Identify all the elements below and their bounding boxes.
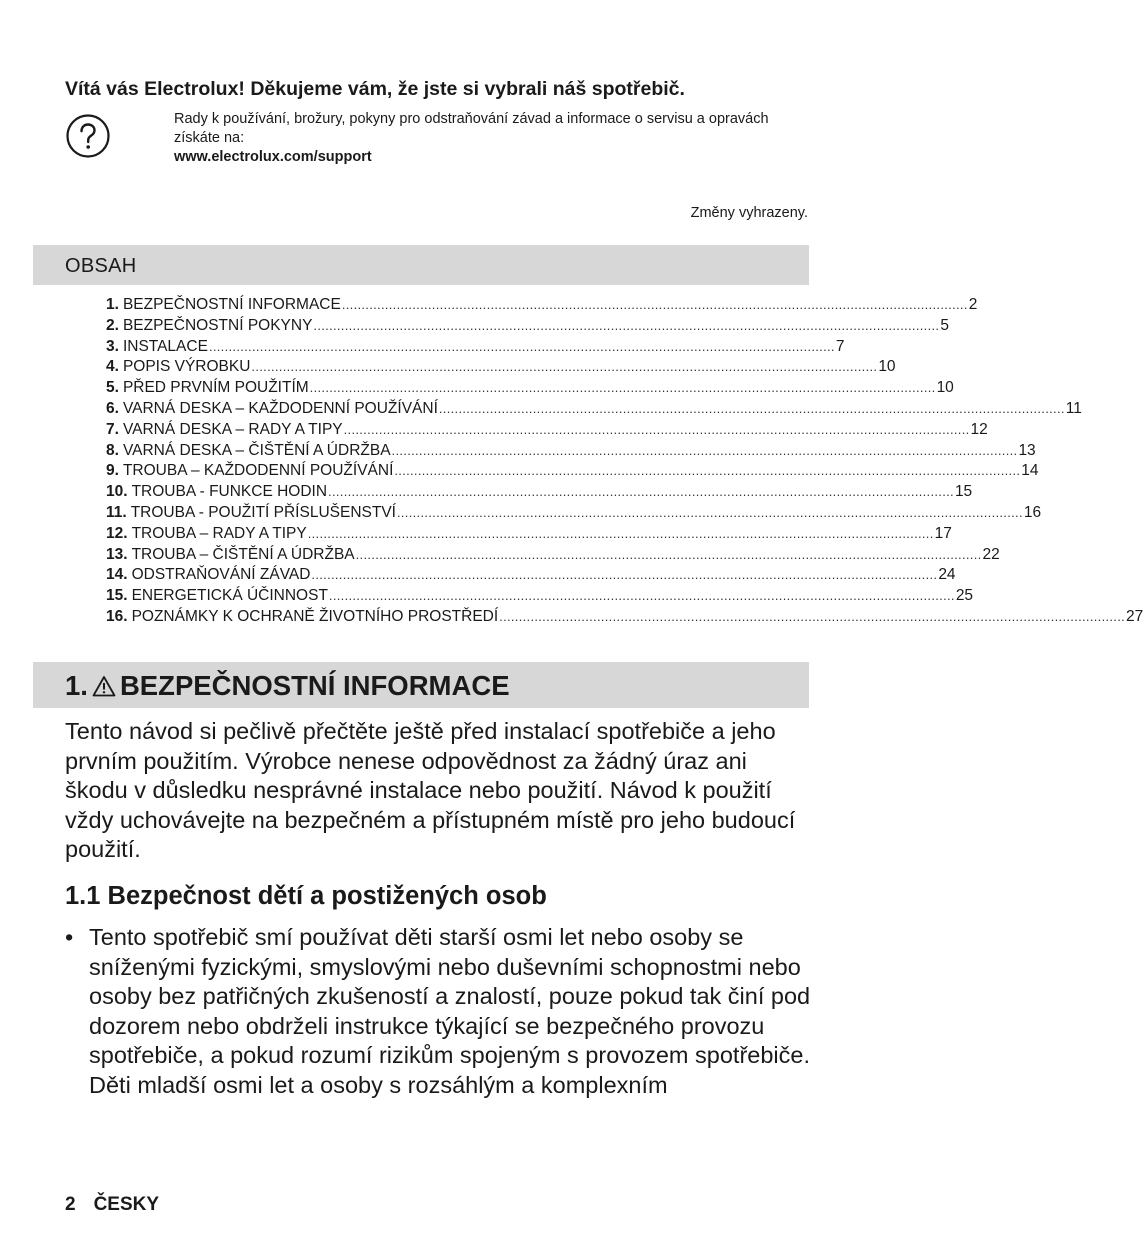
- toc-item[interactable]: [106, 295, 978, 316]
- toc-item[interactable]: [106, 545, 1000, 566]
- bullet-item: [65, 923, 815, 1101]
- toc-item-title: VARNÁ DESKA – KAŽDODENNÍ POUŽÍVÁNÍ: [122, 399, 438, 417]
- toc-item-title: POZNÁMKY K OCHRANĚ ŽIVOTNÍHO PROSTŘEDÍ: [131, 607, 499, 625]
- toc-item[interactable]: [106, 399, 1082, 420]
- toc-item-number: 11.: [106, 503, 127, 521]
- toc-item-title: POPIS VÝROBKU: [122, 358, 251, 376]
- toc-item-page: 10: [936, 379, 954, 397]
- toc-leader-dots: ................................................................................................................................................................: [251, 359, 878, 375]
- toc-item-number: 14.: [106, 566, 128, 584]
- toc-item[interactable]: [106, 420, 988, 441]
- toc-item-title: TROUBA – RADY A TIPY: [131, 524, 307, 542]
- toc-item-page: 10: [878, 358, 896, 376]
- toc-item-number: 15.: [106, 587, 128, 605]
- toc-item-number: 5.: [106, 379, 119, 397]
- toc-item[interactable]: [106, 441, 1036, 462]
- warning-triangle-icon: [92, 675, 116, 697]
- toc-item[interactable]: [106, 586, 974, 607]
- section-1-intro: Tento návod si pečlivě přečtěte ještě před instalací spotřebiče a jeho prvním použitím. Výrobce nenese odpovědnost za žádný úraz ani škodu v důsledku nesprávné instalace nebo použití. Návod k použití vždy uchovávejte na bezpečném a přístupném místě pro jeho budoucí použití.: [65, 718, 796, 863]
- toc-leader-dots: ................................................................................................................................................................: [341, 297, 968, 312]
- toc-item[interactable]: [106, 503, 1042, 524]
- toc-item-page: 16: [1023, 503, 1042, 521]
- toc-item-title: ENERGETICKÁ ÚČINNOST: [131, 587, 328, 605]
- toc-item-number: 8.: [106, 441, 119, 459]
- support-description: Rady k používání, brožury, pokyny pro odstraňování závad a informace o servisu a opravách získáte na:: [174, 111, 769, 146]
- toc-item-page: 11: [1065, 399, 1082, 417]
- toc-item-title: TROUBA – ČIŠTĚNÍ A ÚDRŽBA: [131, 545, 355, 563]
- toc-item-page: 13: [1018, 441, 1036, 459]
- toc-item-number: 9.: [106, 462, 119, 480]
- toc-leader-dots: ................................................................................................................................................................: [438, 400, 1065, 416]
- toc-item[interactable]: [106, 337, 845, 358]
- toc-leader-dots: ................................................................................................................................................................: [343, 421, 970, 437]
- language-label: ČESKY: [93, 1194, 160, 1215]
- section-title: BEZPEČNOSTNÍ INFORMACE: [119, 670, 510, 701]
- toc-item-number: 6.: [106, 399, 119, 417]
- toc-item-number: 13.: [106, 545, 128, 563]
- toc-item-title: BEZPEČNOSTNÍ INFORMACE: [122, 296, 341, 313]
- toc-item-number: 12.: [106, 524, 128, 542]
- toc-item-page: 14: [1021, 462, 1039, 480]
- toc-item-number: 3.: [106, 337, 119, 355]
- toc-leader-dots: ................................................................................................................................................................: [307, 525, 934, 541]
- toc-item[interactable]: [106, 565, 956, 586]
- toc-item-number: 10.: [106, 483, 128, 501]
- toc-item-page: 17: [934, 524, 952, 542]
- toc-leader-dots: ................................................................................................................................................................: [499, 608, 1126, 624]
- toc-leader-dots: ................................................................................................................................................................: [208, 338, 835, 354]
- section-number: 1.: [65, 670, 88, 701]
- toc-leader-dots: ................................................................................................................................................................: [309, 380, 936, 396]
- page-footer: [65, 1193, 159, 1217]
- toc-leader-dots: ................................................................................................................................................................: [328, 484, 954, 500]
- toc-item-page: 5: [940, 316, 949, 334]
- toc-item-number: 2.: [106, 316, 119, 334]
- toc-item-page: 7: [835, 337, 845, 355]
- support-link[interactable]: www.electrolux.com/support: [174, 149, 372, 165]
- subsection-1-1-heading: 1.1 Bezpečnost dětí a postižených osob: [65, 882, 547, 910]
- toc-leader-dots: ................................................................................................................................................................: [394, 463, 1021, 479]
- toc-item-page: 15: [954, 483, 973, 501]
- toc-item-page: 24: [938, 566, 956, 584]
- toc-item-title: BEZPEČNOSTNÍ POKYNY: [122, 316, 313, 334]
- toc-item[interactable]: [106, 357, 896, 378]
- toc-item-title: TROUBA - POUŽITÍ PŘÍSLUŠENSTVÍ: [130, 503, 396, 521]
- toc-item-title: VARNÁ DESKA – RADY A TIPY: [122, 420, 343, 438]
- toc-leader-dots: ................................................................................................................................................................: [311, 567, 938, 583]
- toc-item-title: TROUBA - FUNKCE HODIN: [131, 483, 328, 501]
- toc-item-page: 12: [970, 420, 988, 438]
- toc-item[interactable]: [106, 378, 954, 399]
- toc-leader-dots: ................................................................................................................................................................: [396, 504, 1023, 520]
- toc-item-title: VARNÁ DESKA – ČIŠTĚNÍ A ÚDRŽBA: [122, 441, 391, 459]
- changes-reserved-note: Změny vyhrazeny.: [690, 205, 808, 221]
- toc-item[interactable]: [106, 461, 1039, 482]
- toc-item-number: 16.: [106, 607, 128, 625]
- toc-item[interactable]: [106, 482, 973, 503]
- welcome-heading: Vítá vás Electrolux! Děkujeme vám, že jste si vybrali náš spotřebič.: [65, 78, 685, 100]
- toc-item-number: 1.: [106, 296, 119, 313]
- bullet-text: Tento spotřebič smí používat děti starší osmi let nebo osoby se sníženými fyzickými, smyslovými nebo duševními schopnostmi nebo osoby bez patřičných zkušeností a znalostí, pouze pokud tak činí pod dozorem nebo obdrželi instrukce týkající se bezpečného provozu spotřebiče, a pokud rozumí rizikům spojeným s provozem spotřebiče. Děti mladší osmi let a osoby s rozsáhlým a komplexním: [89, 924, 811, 1098]
- toc-item-page: 2: [968, 296, 978, 313]
- toc-item-title: PŘED PRVNÍM POUŽITÍM: [122, 379, 309, 397]
- section-1-heading: [33, 662, 809, 708]
- toc-item-number: 7.: [106, 420, 119, 438]
- toc-item-number: 4.: [106, 358, 119, 376]
- toc-leader-dots: ................................................................................................................................................................: [328, 588, 955, 604]
- toc-item-page: 25: [955, 587, 974, 605]
- toc-item-page: 22: [982, 545, 1000, 563]
- toc-item-title: ODSTRAŇOVÁNÍ ZÁVAD: [131, 566, 311, 584]
- toc-item-title: TROUBA – KAŽDODENNÍ POUŽÍVÁNÍ: [122, 462, 394, 480]
- question-mark-circle-icon: [65, 113, 111, 159]
- toc-item[interactable]: [106, 316, 949, 337]
- toc-item-page: 27: [1126, 607, 1143, 625]
- toc-item[interactable]: [106, 607, 1143, 628]
- page-number: 2: [65, 1194, 76, 1215]
- toc-heading: OBSAH: [33, 245, 809, 285]
- table-of-contents: [106, 295, 1143, 628]
- toc-item-title: INSTALACE: [122, 337, 208, 355]
- toc-leader-dots: ................................................................................................................................................................: [313, 317, 940, 333]
- toc-item[interactable]: [106, 524, 952, 545]
- toc-leader-dots: ................................................................................................................................................................: [355, 546, 982, 562]
- toc-leader-dots: ................................................................................................................................................................: [391, 442, 1018, 458]
- bullet-mark: •: [65, 924, 74, 950]
- support-info: [174, 110, 814, 167]
